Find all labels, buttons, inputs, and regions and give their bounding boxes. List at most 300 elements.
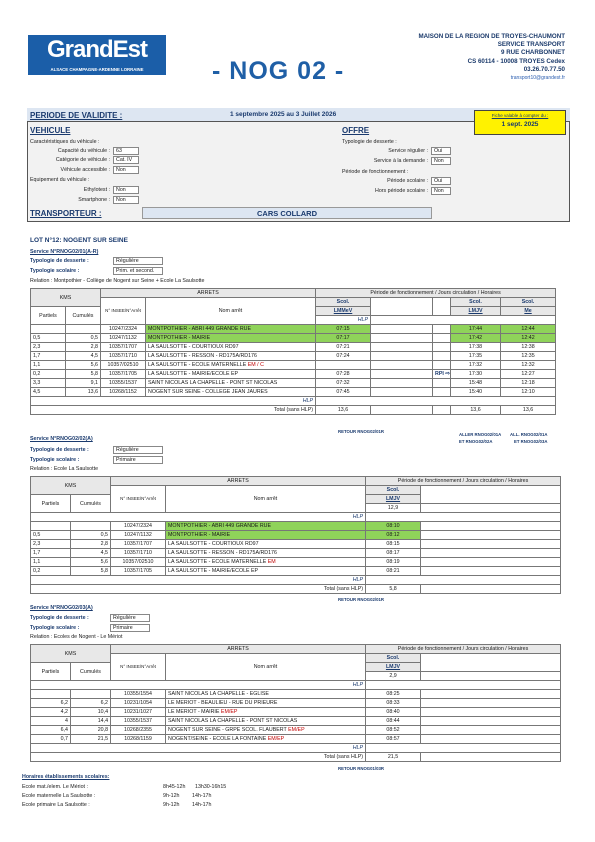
- stop-name: [166, 558, 366, 567]
- days-header: LMJV: [366, 495, 421, 504]
- empty-cell: [371, 361, 433, 370]
- num-header: N° INSEE/N°Arrêt: [101, 298, 146, 325]
- km-partial: [31, 690, 71, 699]
- empty-cell: [433, 379, 451, 388]
- stop-number: 10357/1710: [111, 549, 166, 558]
- empty-cell: [421, 753, 561, 762]
- nom-header: Nom arrêt: [146, 298, 316, 325]
- time-cell: 08:33: [366, 699, 421, 708]
- km-cumul: [66, 325, 101, 334]
- empty-cell: [371, 343, 433, 352]
- partiels-header: Partiels: [31, 307, 66, 325]
- arrets-header: ARRETS: [111, 645, 366, 654]
- address-line: CS 60114 - 10008 TROYES Cedex: [467, 57, 565, 65]
- time-cell: 08:40: [366, 708, 421, 717]
- empty-cell: [421, 504, 561, 513]
- stop-name: LE MERIOT - BEAULIEU - RUE DU PRIEURE: [166, 699, 366, 708]
- time-cell: 15:48: [451, 379, 501, 388]
- smartphone-value: Non: [113, 196, 139, 204]
- km-cumul: [71, 522, 111, 531]
- empty-cell: [421, 672, 561, 681]
- km-partial: 3,3: [31, 379, 66, 388]
- days-header: LMMeV: [316, 307, 371, 316]
- partiels-header: Partiels: [31, 495, 71, 513]
- service1-typ-label: Typologie de desserte :: [30, 258, 89, 264]
- school-hours: 9h-12h: [163, 802, 180, 808]
- logo-text: GrandEst: [46, 36, 148, 63]
- km-cumul: 14,4: [71, 717, 111, 726]
- stop-name: LA SAULSOTTE - RESSON - RD175A/RD176: [146, 352, 316, 361]
- empty-cell: [421, 540, 561, 549]
- time-cell: 08:17: [366, 549, 421, 558]
- rpi-label: RPI ⇨: [435, 371, 450, 377]
- categorie-label: Catégorie de véhicule :: [55, 157, 110, 163]
- empty-cell: [421, 531, 561, 540]
- spacer: [371, 298, 433, 307]
- empty-cell: [371, 406, 433, 415]
- scolaire-value: Oui: [431, 177, 451, 185]
- empty-cell: [421, 726, 561, 735]
- km-cumul: 5,8: [71, 567, 111, 576]
- stop-number: 10247/1132: [111, 531, 166, 540]
- service3-scol-label: Typologie scolaire :: [30, 625, 80, 631]
- hors-label: Hors période scolaire :: [375, 188, 428, 194]
- stop-number: 10355/1554: [111, 690, 166, 699]
- hlp-label: HLP: [31, 397, 316, 406]
- stop-number: 10355/1537: [101, 379, 146, 388]
- time-cell: 07:45: [316, 388, 371, 397]
- spacer: [433, 298, 451, 307]
- km-cumul: 5,6: [66, 361, 101, 370]
- num-header: N° INSEE/N°Arrêt: [111, 486, 166, 513]
- transporteur-label: TRANSPORTEUR :: [30, 209, 102, 218]
- service3-relation: Relation : Ecoles de Nogent - Le Mériot: [30, 634, 123, 640]
- empty-cell: [433, 406, 451, 415]
- stop-number: 10357/1707: [111, 540, 166, 549]
- time-cell: 07:32: [316, 379, 371, 388]
- demande-value: Non: [431, 157, 451, 165]
- km-partial: 4,5: [31, 388, 66, 397]
- empty-cell: [371, 379, 433, 388]
- empty-cell: [421, 558, 561, 567]
- service1-name: Service N°RNOG02/01(A-R): [30, 249, 99, 255]
- km-partial: 1,1: [31, 558, 71, 567]
- time-cell: 15:40: [451, 388, 501, 397]
- stop-number: 10357/02510: [101, 361, 146, 370]
- time-cell: 12:42: [501, 334, 556, 343]
- hlp-label: HLP: [31, 744, 366, 753]
- km-partial: 6,2: [31, 699, 71, 708]
- time-cell: 17:44: [451, 325, 501, 334]
- km-partial: 6,4: [31, 726, 71, 735]
- stop-name-text: NOGENT/SEINE - ECOLE LA FONTAINE: [168, 736, 267, 742]
- service2-scol: Primaire: [113, 456, 163, 464]
- total-value: 13,6: [451, 406, 501, 415]
- spacer: [371, 307, 433, 316]
- stop-name: MONTPOTHIER - MAIRIE: [166, 531, 366, 540]
- fiche-date: 1 sept. 2025: [501, 121, 539, 128]
- scol-header: Scol.: [316, 298, 371, 307]
- total-label: Total (sans HLP): [31, 585, 366, 594]
- empty-cell: [421, 699, 561, 708]
- empty-cell: [371, 370, 433, 379]
- cumules-header: Cumulés: [71, 663, 111, 681]
- km-cumul: 5,6: [71, 558, 111, 567]
- validity-label: PERIODE DE VALIDITE :: [30, 111, 123, 120]
- demande-label: Service à la demande :: [373, 158, 428, 164]
- transporteur-value: CARS COLLARD: [142, 207, 432, 219]
- retour-label: ALL. RNOG02/01A: [510, 432, 548, 437]
- stop-name: MONTPOTHIER - MAIRIE: [146, 334, 316, 343]
- school-hours: 14h-17h: [192, 793, 212, 799]
- retour-label: ET RNOG02/03A: [514, 439, 548, 444]
- cumules-header: Cumulés: [71, 495, 111, 513]
- total-value: 13,6: [501, 406, 556, 415]
- stop-number: 10268/1159: [111, 735, 166, 744]
- days-header: LMJV: [451, 307, 501, 316]
- lot-title: LOT N°12: NOGENT SUR SEINE: [30, 237, 128, 244]
- empty-cell: [371, 325, 433, 334]
- time-cell: 08:52: [366, 726, 421, 735]
- empty-cell: [433, 343, 451, 352]
- hlp-value: 2,9: [366, 672, 421, 681]
- hlp-cell: [366, 681, 561, 690]
- stop-name: SAINT NICOLAS LA CHAPELLE - EGLISE: [166, 690, 366, 699]
- time-cell: 08:12: [366, 531, 421, 540]
- service1-typ: Régulière: [113, 257, 163, 265]
- time-cell: 17:38: [451, 343, 501, 352]
- time-cell: 12:18: [501, 379, 556, 388]
- stop-name: LA SAULSOTTE - RESSON - RD175A/RD176: [166, 549, 366, 558]
- time-cell: 08:21: [366, 567, 421, 576]
- km-cumul: 2,8: [71, 540, 111, 549]
- stop-name-text: LA SAULSOTTE - ECOLE MATERNELLE: [168, 559, 267, 565]
- hlp-cell: [366, 513, 561, 522]
- periode-header: Période de fonctionnement / Jours circulation / Horaires: [366, 645, 561, 654]
- stop-name: SAINT NICOLAS LA CHAPELLE - PONT ST NICOLAS: [146, 379, 316, 388]
- empty-cell: [421, 654, 561, 672]
- service3-typ-label: Typologie de desserte :: [30, 615, 89, 621]
- stop-name-text: NOGENT SUR SEINE - GRPE SCOL. FLAUBERT: [168, 727, 287, 733]
- periode-header: Période de fonctionnement / Jours circulation / Horaires: [366, 477, 561, 486]
- stop-number: 10355/1537: [111, 717, 166, 726]
- total-label: Total (sans HLP): [31, 753, 366, 762]
- equipement-label: Equipement du véhicule :: [30, 177, 90, 183]
- partiels-header: Partiels: [31, 663, 71, 681]
- retour-label: RETOUR RNOG02/01R: [338, 429, 385, 434]
- empty-cell: [421, 522, 561, 531]
- time-cell: 17:35: [451, 352, 501, 361]
- num-header: N° INSEE/N°Arrêt: [111, 654, 166, 681]
- school-name: Ecole primaire La Saulsotte :: [22, 802, 90, 808]
- scolaire-label: Période scolaire :: [387, 178, 428, 184]
- stop-name-tag: EM/EP: [220, 709, 238, 715]
- km-partial: 2,3: [31, 540, 71, 549]
- stop-number: 10247/2324: [101, 325, 146, 334]
- retour-label: RETOUR RNOG01/03R: [338, 766, 385, 771]
- retour-label: ET RNOG02/02A: [459, 439, 493, 444]
- ethylo-label: Ethylotest :: [83, 187, 110, 193]
- stop-number: 10357/1705: [111, 567, 166, 576]
- time-cell: 07:28: [316, 370, 371, 379]
- stop-name-tag: EM / C: [247, 362, 264, 368]
- school-hours: 14h-17h: [192, 802, 212, 808]
- stop-number: 10357/1705: [101, 370, 146, 379]
- time-cell: [316, 361, 371, 370]
- service1-scol-label: Typologie scolaire :: [30, 268, 80, 274]
- scol-header: Scol.: [501, 298, 556, 307]
- empty-cell: [433, 352, 451, 361]
- address-line: 9 RUE CHARBONNET: [501, 49, 565, 57]
- capacite-label: Capacité du véhicule :: [57, 148, 110, 154]
- vehicule-title: VEHICULE: [30, 126, 71, 135]
- periode-header: Période de fonctionnement / Jours circulation / Horaires: [316, 289, 556, 298]
- scol-header: Scol.: [366, 486, 421, 495]
- scol-header: Scol.: [366, 654, 421, 663]
- service2-table: [30, 476, 561, 594]
- service1-table: [30, 288, 556, 415]
- school-hours: 13h30-16h15: [195, 784, 227, 790]
- empty-cell: [371, 352, 433, 361]
- school-name: Ecole maternelle La Saulsotte :: [22, 793, 96, 799]
- km-partial: 0,5: [31, 531, 71, 540]
- stop-name: LA SAULSOTTE - MAIRIE/ECOLE EP: [146, 370, 316, 379]
- cumules-header: Cumulés: [66, 307, 101, 325]
- service1-relation: Relation : Montpothier - Collège de Nogent sur Seine + Ecole La Saulsotte: [30, 278, 205, 284]
- stop-name: NOGENT SUR SEINE - COLLEGE JEAN JAURES: [146, 388, 316, 397]
- kms-header: KMS: [31, 289, 101, 307]
- km-partial: 4,2: [31, 708, 71, 717]
- nom-header: Nom arrêt: [166, 654, 366, 681]
- empty-cell: [421, 708, 561, 717]
- km-partial: 1,1: [31, 361, 66, 370]
- time-cell: 08:44: [366, 717, 421, 726]
- footer-title: Horaires établissements scolaires:: [22, 774, 110, 780]
- scol-header: Scol.: [451, 298, 501, 307]
- email-link[interactable]: transport10@grandest.fr: [510, 75, 565, 82]
- regulier-value: Oui: [431, 147, 451, 155]
- km-cumul: [71, 690, 111, 699]
- total-value: 13,6: [316, 406, 371, 415]
- service2-typ-label: Typologie de desserte :: [30, 447, 89, 453]
- empty-cell: [433, 361, 451, 370]
- km-partial: 1,7: [31, 549, 71, 558]
- total-value: 21,5: [366, 753, 421, 762]
- time-cell: 07:24: [316, 352, 371, 361]
- time-cell: 08:15: [366, 540, 421, 549]
- address-line: MAISON DE LA REGION DE TROYES-CHAUMONT: [418, 33, 565, 40]
- retour-label: ALLER RNOG02/01A: [459, 432, 502, 437]
- stop-name: MONTPOTHIER - ABRI 449 GRANDE RUE: [166, 522, 366, 531]
- km-partial: [31, 325, 66, 334]
- hlp-label: HLP: [316, 316, 371, 325]
- stop-number: 10247/2324: [111, 522, 166, 531]
- stop-number: 10268/1152: [101, 388, 146, 397]
- time-cell: 12:10: [501, 388, 556, 397]
- km-partial: 0,7: [31, 735, 71, 744]
- empty-cell: [421, 585, 561, 594]
- categorie-value: Cat. IV: [113, 156, 139, 164]
- km-cumul: 2,8: [66, 343, 101, 352]
- stop-name: MONTPOTHIER - ABRI 449 GRANDE RUE: [146, 325, 316, 334]
- service3-name: Service N°RNOG02/03(A): [30, 605, 93, 611]
- stop-name: LA SAULSOTTE - MAIRIE/ECOLE EP: [166, 567, 366, 576]
- logo-subtext: ALSACE CHAMPAGNE-ARDENNE LORRAINE: [50, 67, 144, 72]
- school-hours: 8h45-12h: [163, 784, 186, 790]
- time-cell: 08:57: [366, 735, 421, 744]
- stop-name-tag: EM/EP: [288, 727, 305, 733]
- stop-number: 10231/1027: [111, 708, 166, 717]
- capacite-value: 63: [113, 147, 139, 155]
- accessible-value: Non: [113, 166, 139, 174]
- retour-label: RETOUR RNOG02/01R: [338, 597, 385, 602]
- km-partial: 0,2: [31, 567, 71, 576]
- typologie-label: Typologie de desserte :: [342, 139, 397, 145]
- km-cumul: 10,4: [71, 708, 111, 717]
- spacer: [433, 307, 451, 316]
- hlp-value: 12,9: [366, 504, 421, 513]
- km-cumul: 6,2: [71, 699, 111, 708]
- stop-name-tag: EM/EP: [267, 736, 285, 742]
- fiche-box: [474, 110, 566, 135]
- service3-scol: Primaire: [110, 624, 150, 632]
- total-value: 5,8: [366, 585, 421, 594]
- service1-scol: Prim. et second.: [113, 267, 163, 275]
- time-cell: 07:17: [316, 334, 371, 343]
- km-partial: 1,7: [31, 352, 66, 361]
- regulier-label: Service régulier :: [388, 148, 428, 154]
- stop-number: 10231/1054: [111, 699, 166, 708]
- caract-label: Caractéristiques du véhicule :: [30, 139, 100, 145]
- stop-number: 10357/1710: [101, 352, 146, 361]
- time-cell: 17:42: [451, 334, 501, 343]
- page-title: - NOG 02 -: [212, 57, 345, 85]
- hlp-label: HLP: [31, 513, 366, 522]
- nom-header: Nom arrêt: [166, 486, 366, 513]
- empty-cell: [421, 486, 561, 504]
- time-cell: 08:19: [366, 558, 421, 567]
- service2-relation: Relation : Ecole La Saulsotte: [30, 466, 99, 472]
- hlp-cell: [371, 316, 556, 325]
- km-cumul: 4,5: [66, 352, 101, 361]
- time-cell: 08:25: [366, 690, 421, 699]
- time-cell: 07:15: [316, 325, 371, 334]
- stop-name: [146, 361, 316, 370]
- hors-value: Non: [431, 187, 451, 195]
- stop-name-tag: EM: [267, 559, 276, 565]
- smartphone-label: Smartphone :: [78, 197, 110, 203]
- empty-cell: [421, 549, 561, 558]
- hlp-cell: [366, 576, 561, 585]
- arrets-header: ARRETS: [111, 477, 366, 486]
- validity-value: 1 septembre 2025 au 3 Juillet 2026: [230, 111, 337, 118]
- empty-cell: [421, 735, 561, 744]
- time-cell: 17:30: [451, 370, 501, 379]
- ethylo-value: Non: [113, 186, 139, 194]
- kms-header: KMS: [31, 477, 111, 495]
- km-cumul: 13,6: [66, 388, 101, 397]
- stop-name: [166, 735, 366, 744]
- time-cell: 07:21: [316, 343, 371, 352]
- time-cell: 12:44: [501, 325, 556, 334]
- empty-cell: [433, 325, 451, 334]
- stop-name: [166, 708, 366, 717]
- grand-est-logo: [28, 35, 166, 75]
- time-cell: 08:10: [366, 522, 421, 531]
- stop-name: [166, 726, 366, 735]
- service2-typ: Régulière: [113, 446, 163, 454]
- time-cell: 12:35: [501, 352, 556, 361]
- kms-header: KMS: [31, 645, 111, 663]
- school-hours: 9h-12h: [163, 793, 180, 799]
- km-partial: 4: [31, 717, 71, 726]
- days-header: LMJV: [366, 663, 421, 672]
- hlp-label: HLP: [31, 681, 366, 690]
- km-cumul: 5,8: [66, 370, 101, 379]
- fiche-label: Fiche valable à compter du :: [491, 113, 549, 118]
- empty-cell: [371, 388, 433, 397]
- time-cell: 12:27: [501, 370, 556, 379]
- empty-cell: [421, 690, 561, 699]
- service2-scol-label: Typologie scolaire :: [30, 457, 80, 463]
- empty-cell: [371, 334, 433, 343]
- km-partial: 0,5: [31, 334, 66, 343]
- stop-name: LA SAULSOTTE - COURTIOUX RD97: [166, 540, 366, 549]
- km-partial: 2,3: [31, 343, 66, 352]
- km-partial: [31, 522, 71, 531]
- empty-cell: [433, 334, 451, 343]
- stop-number: 10357/02510: [111, 558, 166, 567]
- time-cell: 12:32: [501, 361, 556, 370]
- address-line: SERVICE TRANSPORT: [497, 41, 565, 49]
- hlp-label: HLP: [31, 576, 366, 585]
- km-cumul: 9,1: [66, 379, 101, 388]
- hlp-cell: [316, 397, 556, 406]
- service3-typ: Régulière: [110, 614, 150, 622]
- empty-cell: [421, 717, 561, 726]
- school-name: Ecole mat./elem. Le Mériot :: [22, 784, 88, 790]
- km-cumul: 0,5: [66, 334, 101, 343]
- periode-label: Période de fonctionnement :: [342, 169, 409, 175]
- km-partial: 0,2: [31, 370, 66, 379]
- days-header: Me: [501, 307, 556, 316]
- empty-cell: [433, 388, 451, 397]
- km-cumul: 4,5: [71, 549, 111, 558]
- empty-cell: [421, 567, 561, 576]
- time-cell: 12:38: [501, 343, 556, 352]
- arrets-header: ARRETS: [101, 289, 316, 298]
- service3-table: [30, 644, 561, 762]
- hlp-cell: [366, 744, 561, 753]
- stop-name: SAINT NICOLAS LA CHAPELLE - PONT ST NICOLAS: [166, 717, 366, 726]
- stop-name: LA SAULSOTTE - COURTIOUX RD97: [146, 343, 316, 352]
- service2-name: Service N°RNOG02/02(A): [30, 436, 93, 442]
- stop-name-text: LA SAULSOTTE - ECOLE MATERNELLE: [148, 362, 247, 368]
- km-cumul: 21,5: [71, 735, 111, 744]
- km-cumul: 0,5: [71, 531, 111, 540]
- address-block: [418, 33, 565, 82]
- accessible-label: Véhicule accessible :: [60, 167, 110, 173]
- time-cell: 17:32: [451, 361, 501, 370]
- stop-number: 10268/2355: [111, 726, 166, 735]
- km-cumul: 20,8: [71, 726, 111, 735]
- stop-number: 10357/1707: [101, 343, 146, 352]
- stop-name-text: LE MERIOT - MAIRIE: [168, 709, 220, 715]
- offre-title: OFFRE: [342, 126, 370, 135]
- total-label: Total (sans HLP): [31, 406, 316, 415]
- address-line: 03.26.70.77.50: [523, 65, 565, 73]
- stop-number: 10247/1132: [101, 334, 146, 343]
